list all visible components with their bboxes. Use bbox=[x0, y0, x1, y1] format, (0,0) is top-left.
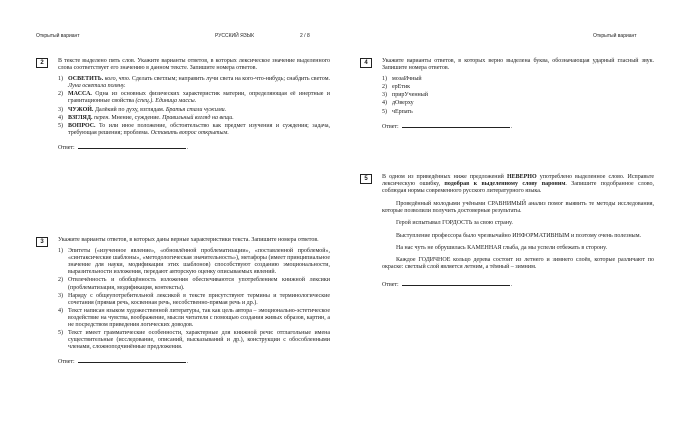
answer-label: Ответ: bbox=[382, 123, 399, 130]
option-number: 1) bbox=[58, 248, 63, 255]
option-definition: Далёкий по духу, взглядам. bbox=[93, 106, 165, 113]
option-number: 1) bbox=[58, 76, 63, 83]
option-item bbox=[58, 115, 330, 122]
option-text: ерЕтик bbox=[392, 84, 411, 91]
question-intro bbox=[382, 174, 654, 195]
option-example: Правильный взгляд на вещи. bbox=[160, 114, 234, 121]
option-word: МАССА. bbox=[68, 91, 92, 98]
option-number: 2) bbox=[58, 91, 63, 98]
option-item bbox=[58, 123, 330, 137]
option-word: ЧУЖОЙ. bbox=[68, 106, 94, 113]
option-item bbox=[58, 330, 330, 351]
option-word: ВЗГЛЯД. bbox=[68, 114, 93, 121]
question-intro: В тексте выделено пять слов. Укажите варианты ответов, в которых лексическое значение выделенного слова соответствует его значению в данном тексте. Запишите номера ответов. bbox=[58, 58, 330, 72]
question-number: 2 bbox=[36, 58, 48, 68]
question-number: 4 bbox=[360, 58, 372, 68]
option-number: 5) bbox=[382, 108, 387, 115]
sentence-paragraph: Проведённый молодыми учёными СРАВНИМЫЙ анализ помог выявить те методы исследования, которые позволили получить достоверные результаты. bbox=[382, 201, 654, 215]
intro-emphasis: подобрав к выделенному слову пароним bbox=[444, 181, 566, 188]
answer-field[interactable] bbox=[78, 357, 186, 363]
option-text: дОверху bbox=[392, 100, 414, 107]
intro-part: . Запишите подобранное слово, соблюдая нормы современного русского литературного языка. bbox=[382, 181, 655, 195]
option-number: 3) bbox=[382, 92, 387, 99]
option-number: 5) bbox=[58, 122, 63, 129]
answer-field[interactable] bbox=[402, 280, 510, 286]
option-item bbox=[58, 277, 330, 291]
intro-part: употреблено выделенное слово. Исправьте лексическую ошибку, bbox=[382, 174, 654, 188]
answer-label: Ответ: bbox=[58, 359, 75, 366]
option-text: Эпитеты («изученное явление», «обновлённой проблематизации», «поставленной проблемой», «синтаксические шаблоны», «методологическая значительность»), метафоры (имеет принципиальное значение для науки, модификации этих шаблонов) способствуют созданию эмоциональности, выразительности изложения, передают авторскую оценку описываемых явлений. bbox=[68, 248, 330, 276]
options-list bbox=[58, 76, 330, 137]
option-item bbox=[58, 91, 330, 105]
answer-row: Ответ: . bbox=[382, 281, 513, 288]
option-item bbox=[58, 293, 330, 307]
question-2 bbox=[36, 58, 330, 152]
option-text: прирУченный bbox=[392, 92, 429, 99]
question-number: 5 bbox=[360, 174, 372, 184]
option-definition: Мнение, суждение. bbox=[109, 114, 161, 121]
option-item bbox=[58, 107, 330, 114]
question-number: 3 bbox=[36, 237, 48, 247]
option-definition: То или иное положение, обстоятельство как предмет изучения и суждения; задача, требующая решения; проблема. bbox=[68, 122, 330, 136]
answer-row: Ответ: . bbox=[58, 144, 189, 151]
option-item bbox=[382, 92, 654, 99]
option-number: 2) bbox=[58, 277, 63, 284]
option-item bbox=[382, 84, 654, 91]
option-item bbox=[58, 248, 330, 276]
option-item bbox=[58, 308, 330, 329]
question-3 bbox=[36, 237, 330, 367]
option-example: (спец.). Единица массы. bbox=[133, 98, 197, 105]
option-example: Оставить вопрос открытым. bbox=[149, 129, 229, 136]
header-variant-right: Открытый вариант bbox=[593, 33, 637, 39]
sentence-paragraph: Герой испытывал ГОРДОСТЬ за свою страну. bbox=[396, 220, 513, 227]
option-example: Луна осветила поляну. bbox=[68, 83, 126, 90]
answer-label: Ответ: bbox=[58, 144, 75, 151]
option-text: мозаИчный bbox=[392, 76, 422, 83]
options-list bbox=[382, 76, 654, 115]
header-page-number: 2 / 8 bbox=[300, 33, 310, 39]
option-text: Текст написан языком художественной литературы, так как цель автора – эмоционально-эстетическое воздействие на чувства, воображение, мысли читателя с помощью создания живых образов, картин, а не посредством приведения логических доводов. bbox=[68, 307, 330, 329]
option-text: чЕрпать bbox=[392, 108, 413, 115]
option-number: 3) bbox=[58, 292, 63, 299]
option-word: ОСВЕТИТЬ. bbox=[68, 76, 104, 83]
option-mark: перен. bbox=[92, 114, 110, 121]
options-list bbox=[58, 248, 330, 351]
answer-row: Ответ: . bbox=[58, 359, 189, 366]
intro-emphasis: НЕВЕРНО bbox=[506, 174, 537, 180]
option-definition: Одна из основных физических характеристик материи, определяющая её инертные и гравитационные свойства bbox=[68, 91, 330, 105]
option-example: Братья стали чужими. bbox=[164, 106, 227, 113]
option-number: 5) bbox=[58, 330, 63, 337]
option-word: ВОПРОС. bbox=[68, 122, 96, 129]
option-number: 2) bbox=[382, 84, 387, 91]
option-mark: кого, что. bbox=[103, 76, 131, 83]
option-text: Текст имеет грамматические особенности, характерные для книжной речи: отглагольные имена существительные (исследование, описаний, высказываний и др.), конструкции с обособленными членами, сложноподчинённые предложения. bbox=[68, 330, 330, 351]
question-intro: Укажите варианты ответов, в которых даны верные характеристики текста. Запишите номера ответов. bbox=[58, 237, 319, 243]
sentence-paragraph: На нас чуть не обрушилась КАМЕННАЯ глыба, да мы успели отбежать в сторону. bbox=[396, 244, 608, 251]
sentence-paragraph: Каждое ГОДИЧНОЕ кольцо дерева состоит из летнего и зимнего слоёв, которые различают по окраске: светлый слой является летним, а тёмный – зимним. bbox=[382, 256, 654, 270]
option-text: Наряду с общеупотребительной лексикой в тексте присутствуют термины и терминологические сочетания (прямая речь, косвенная речь, несобственно-прямая речь и др.). bbox=[68, 292, 330, 306]
answer-field[interactable] bbox=[402, 122, 510, 128]
option-item bbox=[382, 109, 654, 116]
question-intro: Укажите варианты ответов, в которых верно выделена буква, обозначающая ударный гласный звук. Запишите номера ответов. bbox=[382, 58, 654, 72]
question-4 bbox=[360, 58, 654, 131]
answer-row: Ответ: . bbox=[382, 123, 513, 130]
option-number: 4) bbox=[382, 100, 387, 107]
option-item bbox=[58, 76, 330, 90]
option-number: 4) bbox=[58, 114, 63, 121]
header-variant-left: Открытый вариант bbox=[36, 33, 80, 39]
option-number: 4) bbox=[58, 307, 63, 314]
header-subject: РУССКИЙ ЯЗЫК bbox=[215, 33, 255, 39]
sentence-paragraph: Выступление профессора было чрезвычайно ИНФОРМАТИВНЫМ и поэтому очень полезным. bbox=[396, 232, 641, 239]
intro-part: В одном из приведённых ниже предложений bbox=[382, 174, 507, 180]
option-text: Отвлечённость и обобщённость изложения обеспечиваются употреблением книжной лексики (проблематизация, модификация, контексты). bbox=[68, 277, 330, 291]
option-item bbox=[382, 76, 654, 83]
option-number: 3) bbox=[58, 106, 63, 113]
answer-field[interactable] bbox=[78, 143, 186, 149]
option-number: 1) bbox=[382, 76, 387, 83]
option-definition: Сделать светлым; направить лучи света на кого-что-нибудь; снабдить светом. bbox=[130, 76, 330, 83]
option-item bbox=[382, 100, 654, 107]
answer-label: Ответ: bbox=[382, 281, 399, 288]
question-5 bbox=[360, 174, 654, 289]
